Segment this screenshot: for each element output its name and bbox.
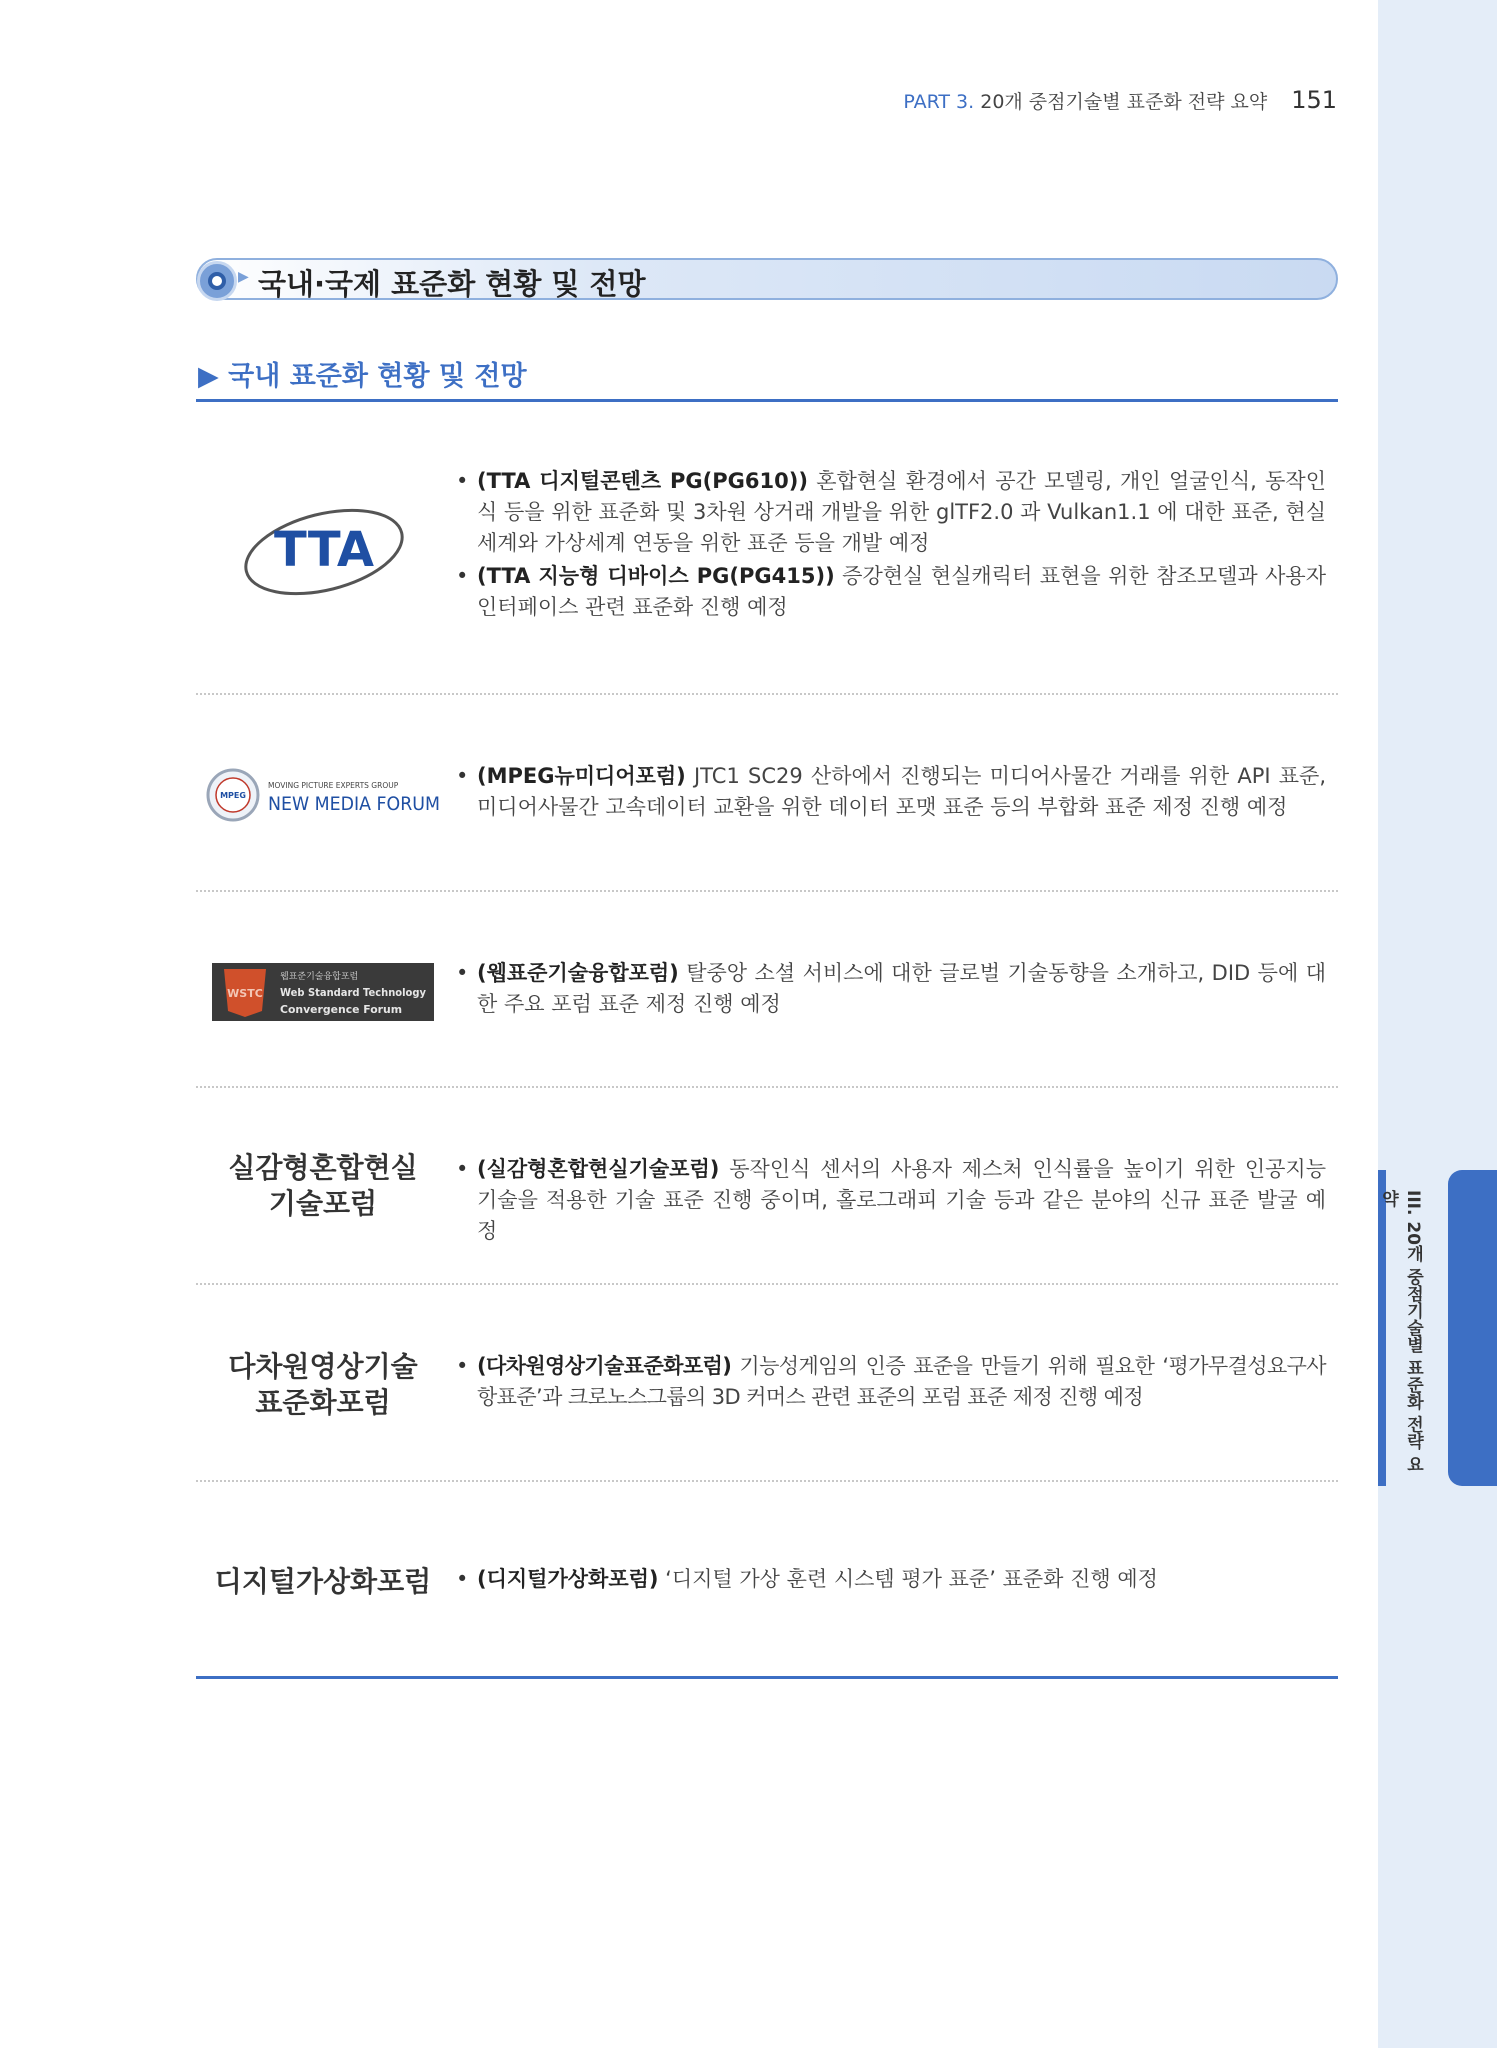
row-multidimensional bbox=[456, 1351, 1326, 1415]
row-mixed-reality bbox=[456, 1154, 1326, 1249]
mpeg-new-media-forum-logo bbox=[204, 766, 444, 824]
header-title bbox=[903, 87, 1267, 114]
row-divider bbox=[196, 1283, 1338, 1285]
forum-label-line1: 실감형혼합현실 bbox=[228, 1151, 418, 1184]
table-bottom-rule bbox=[196, 1676, 1338, 1679]
forum-label bbox=[200, 1150, 446, 1222]
row-mpeg bbox=[456, 761, 1326, 825]
row-divider bbox=[196, 1086, 1338, 1088]
item-head: (웹표준기술융합포럼) bbox=[477, 961, 679, 985]
list-item bbox=[456, 466, 1326, 559]
row-divider bbox=[196, 693, 1338, 695]
row-digital-virtualization bbox=[456, 1564, 1326, 1597]
mpeg-main-text: NEW MEDIA FORUM bbox=[268, 793, 440, 815]
item-text: 탈중앙 소셜 서비스에 대한 글로벌 기술동향을 소개하고, DID 등에 대한 주요 포럼 표준 제정 진행 예정 bbox=[477, 961, 1326, 1016]
target-icon bbox=[197, 261, 237, 301]
item-head: (TTA 디지털콘텐츠 PG(PG610)) bbox=[477, 469, 808, 493]
chapter-tab[interactable] bbox=[1448, 1170, 1497, 1486]
chapter-tab-label: III. 20개 중점기술별 표준화 전략 요약 bbox=[1378, 1190, 1423, 1473]
forum-label-line1: 다차원영상기술 bbox=[228, 1350, 418, 1383]
item-head: (TTA 지능형 디바이스 PG(PG415)) bbox=[477, 564, 835, 588]
list-item bbox=[456, 761, 1326, 823]
chevron-right-icon: ▶ bbox=[238, 269, 249, 285]
subsection-title: ▶ 국내 표준화 현황 및 전망 bbox=[198, 361, 527, 392]
item-text: 기능성게임의 인증 표준을 만들기 위해 필요한 ‘평가무결성요구사항표준’과 크로노스그룹의 3D 커머스 관련 표준의 포럼 표준 제정 진행 예정 bbox=[477, 1354, 1326, 1409]
item-text: 동작인식 센서의 사용자 제스처 인식률을 높이기 위한 인공지능 기술을 적용한 기술 표준 진행 중이며, 홀로그래피 기술 등과 같은 분야의 신규 표준 발굴 예정 bbox=[477, 1157, 1326, 1243]
item-head: (디지털가상화포럼) bbox=[477, 1567, 659, 1591]
list-item bbox=[456, 1154, 1326, 1247]
row-divider bbox=[196, 890, 1338, 892]
row-wstc bbox=[456, 958, 1326, 1022]
forum-label-line1: 디지털가상화포럼 bbox=[214, 1565, 432, 1598]
forum-label bbox=[200, 1564, 446, 1600]
list-item bbox=[456, 561, 1326, 623]
forum-label bbox=[200, 1349, 446, 1421]
row-tta bbox=[456, 466, 1326, 625]
list-item bbox=[456, 1564, 1326, 1595]
wstc-line2: Web Standard Technology bbox=[280, 986, 426, 999]
mpeg-top-text: MOVING PICTURE EXPERTS GROUP bbox=[268, 781, 399, 790]
section-title: 국내·국제 표준화 현황 및 전망 bbox=[258, 267, 646, 301]
list-item bbox=[456, 1351, 1326, 1413]
wstc-line3: Convergence Forum bbox=[280, 1003, 402, 1016]
item-head: (실감형혼합현실기술포럼) bbox=[477, 1157, 720, 1181]
wstc-line1: 웹표준기술융합포럼 bbox=[280, 972, 359, 982]
forum-label-line2: 표준화포럼 bbox=[255, 1386, 391, 1419]
page-number: 151 bbox=[1291, 86, 1337, 114]
tta-logo-text: TTA bbox=[273, 522, 375, 578]
side-tab-accent bbox=[1378, 1170, 1386, 1486]
item-head: (다차원영상기술표준화포럼) bbox=[477, 1354, 732, 1378]
item-text: 혼합현실 환경에서 공간 모델링, 개인 얼굴인식, 동작인식 등을 위한 표준화 및 3차원 상거래 개발을 위한 glTF2.0 과 Vulkan1.1 에 대한 표준, 현실세계와 가상세계 연동을 위한 표준 등을 개발 예정 bbox=[477, 469, 1326, 555]
wstc-logo bbox=[212, 963, 434, 1021]
running-header bbox=[903, 86, 1337, 114]
subsection-rule bbox=[196, 399, 1338, 402]
item-text: ‘디지털 가상 훈련 시스템 평가 표준’ 표준화 진행 예정 bbox=[658, 1567, 1158, 1591]
header-chapter: 20개 중점기술별 표준화 전략 요약 bbox=[980, 91, 1268, 113]
forum-label-line2: 기술포럼 bbox=[268, 1187, 378, 1220]
header-part: PART 3. bbox=[903, 91, 975, 113]
item-text: 증강현실 현실캐릭터 표현을 위한 참조모델과 사용자 인터페이스 관련 표준화 진행 예정 bbox=[477, 564, 1327, 619]
wstc-badge-text: WSTC bbox=[227, 987, 263, 1000]
item-head: (MPEG뉴미디어포럼) bbox=[477, 764, 686, 788]
row-divider bbox=[196, 1480, 1338, 1482]
side-strip bbox=[1378, 0, 1497, 2048]
list-item bbox=[456, 958, 1326, 1020]
tta-logo bbox=[240, 500, 408, 604]
item-text: JTC1 SC29 산하에서 진행되는 미디어사물간 거래를 위한 API 표준, 미디어사물간 고속데이터 교환을 위한 데이터 포맷 표준 등의 부합화 표준 제정 진행 예정 bbox=[477, 764, 1326, 819]
mpeg-badge-text: MPEG bbox=[220, 791, 246, 800]
